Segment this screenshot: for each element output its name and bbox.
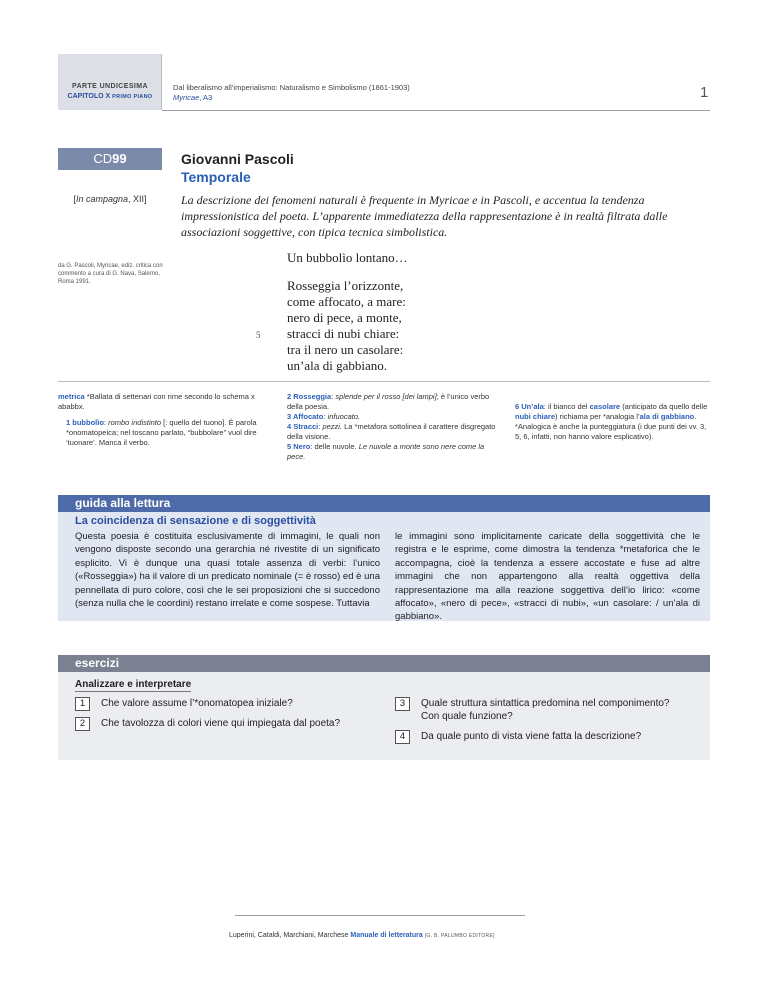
exercise-text: Che valore assume l’*onomatopea iniziale?: [101, 698, 293, 709]
edition-note: da G. Pascoli, Myricae, ediz. critica con commento a cura di G. Nava, Salerno, Roma 1991.: [58, 263, 163, 285]
poem-line: Rosseggia l’orizzonte,: [287, 278, 404, 293]
poem-line: un’ala di gabbiano.: [287, 358, 387, 373]
footer-credits: Luperini, Cataldi, Marchiani, Marchese Manuale di letteratura [G. B. PALUMBO EDITORE]: [229, 932, 495, 939]
notes-divider: [58, 381, 710, 382]
poem-line: nero di pece, a monte,: [287, 310, 402, 325]
exercise-number: 2: [75, 717, 90, 731]
note-metrica: metrica *Ballata di settenari con rime secondo lo schema x ababbx.: [58, 392, 255, 411]
notes-column-1: [58, 392, 273, 452]
exercise-text: Che tavolozza di colori viene qui impiegata dal poeta?: [101, 718, 341, 729]
guida-column-1: Questa poesia è costituita esclusivamente di immagini, le quali non vengono disposte secondo una gerarchia né rivestite di un significato esplicito. Vi è dunque una quasi totale assenza di verbi: l’unico («Rosseggia») ha il valore di un predicato nominale (= è rosso) ed è una pennellata di puro colore, così che le sei proposizioni che si succedono (senza nulla che le coordini) restano irrelate e come sospese. Tuttavia: [75, 531, 380, 610]
esercizi-header-bar: [58, 655, 710, 672]
source-reference: [In campagna, XII]: [73, 194, 147, 204]
cd-badge: CD99: [58, 148, 162, 170]
part-label: PARTE UNDICESIMA: [72, 83, 148, 90]
footer-divider: [235, 915, 525, 916]
note-5: 5 Nero: delle nuvole. Le nuvole a monte sono nere come la pece.: [287, 442, 485, 461]
esercizi-header: esercizi: [75, 656, 120, 670]
exercise-number: 1: [75, 697, 90, 711]
page-number: 1: [700, 84, 709, 101]
intro-paragraph: La descrizione dei fenomeni naturali è frequente in Myricae e in Pascoli, e accentua la tendenza impressionistica del poeta. L’apparente immediatezza della rappresentazione è in realtà filtrata dalle associazioni soggettive, con tipica tecnica simbolistica.: [181, 193, 668, 239]
poem-line: Un bubbolìo lontano…: [287, 250, 408, 265]
note-1: 1 bubbolìo: rombo indistinto [: quello del tuono]. È parola *onomatopeica; nel toscano parlato, “bubbolare” vuol dire ‘tuonare’. Manca il verbo.: [66, 418, 257, 447]
guida-header: guida alla lettura: [75, 496, 171, 510]
exercise-text: Quale struttura sintattica predomina nel componimento? Con quale funzione?: [421, 698, 670, 722]
guida-header-bar: [58, 495, 710, 512]
note-4: 4 Stracci: pezzi. La *metafora sottolinea il carattere disgregato della visione.: [287, 422, 496, 441]
running-title: Dal liberalismo all’imperialismo: Naturalismo e Simbolismo (1861-1903): [173, 83, 410, 92]
poem-line: tra il nero un casolare:: [287, 342, 404, 357]
poem-title: Temporale: [181, 169, 251, 185]
esercizi-subtitle: Analizzare e interpretare: [75, 679, 192, 690]
notes-column-2: [287, 392, 502, 462]
chapter-header-box: [58, 54, 162, 110]
note-2: 2 Rosseggia: splende per il rosso [dei lampi]; è l’unico verbo della poesia.: [287, 392, 490, 411]
note-6: 6 Un’ala: il bianco del casolare (anticipato da quello delle nubi chiare) richiama per *analogia l’ala di gabbiano. *Analogica è anche la punteggiatura (i due punti dei vv. 3, 5, 6, infatti, non hanno valore esplicativo).: [515, 402, 708, 441]
note-3: 3 Affocato: infuocato.: [287, 412, 361, 421]
exercise-number: 4: [395, 730, 410, 744]
chapter-label: CAPITOLO X PRIMO PIANO: [67, 93, 153, 100]
guida-subtitle: La coincidenza di sensazione e di soggettività: [75, 515, 316, 527]
exercise-number: 3: [395, 697, 410, 711]
guida-column-2: le immagini sono implicitamente caricate della soggettività che le registra e le esprime, come dimostra la tendenza *metaforica che le accompagna, cioè la tendenza a essere accostate e fuse ad altre immagini che non appartengono alla realtà oggettiva della rappresentazione ma alla reazione soggettiva dell’io lirico: «come affocato», «nero di pece», «stracci di nubi», «un casolare: / un’ala di gabbiano».: [395, 531, 700, 623]
volume-label: Myricae, A3: [173, 93, 213, 102]
author-name: Giovanni Pascoli: [181, 151, 294, 167]
exercise-text: Da quale punto di vista viene fatta la descrizione?: [421, 731, 642, 742]
poem-line: come affocato, a mare:: [287, 294, 406, 309]
verse-number: 5: [256, 330, 261, 340]
poem-line: stracci di nubi chiare:: [287, 326, 400, 341]
header-divider: [162, 110, 710, 111]
notes-column-3: [515, 402, 711, 446]
